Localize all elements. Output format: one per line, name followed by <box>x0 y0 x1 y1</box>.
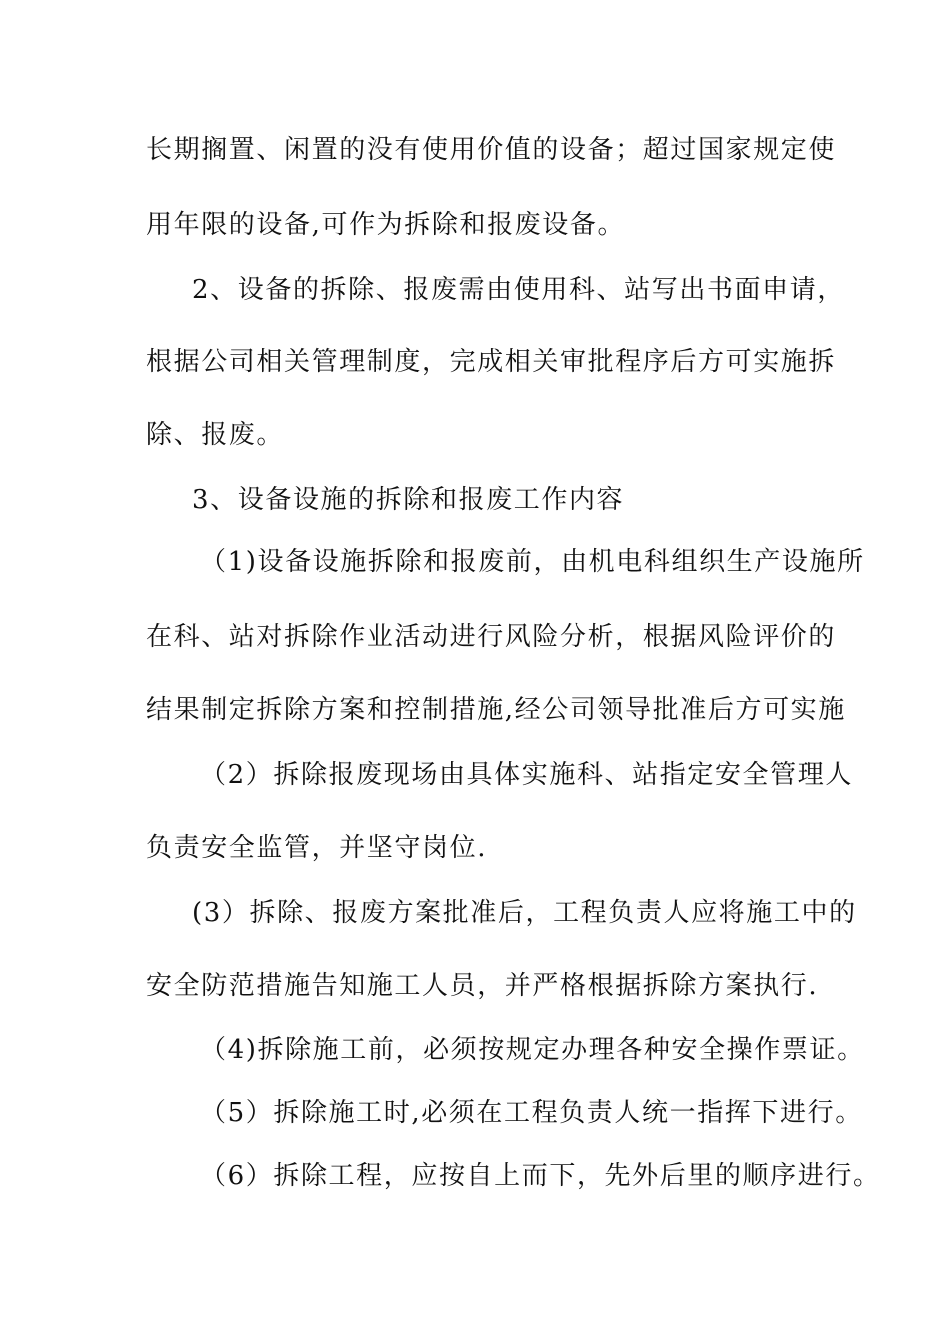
text-line: 结果制定拆除方案和控制措施,经公司领导批准后方可实施 <box>146 695 846 725</box>
text-line: 除、报废。 <box>146 420 285 450</box>
text-line: 3、设备设施的拆除和报废工作内容 <box>192 485 625 515</box>
text-line: 长期搁置、闲置的没有使用价值的设备；超过国家规定使 <box>146 135 837 165</box>
text-line: （5）拆除施工时,必须在工程负责人统一指挥下进行。 <box>200 1098 863 1128</box>
text-line: 负责安全监管，并坚守岗位. <box>146 833 488 863</box>
text-line: 安全防范措施告知施工人员，并严格根据拆除方案执行. <box>146 971 819 1001</box>
text-line: 用年限的设备,可作为拆除和报废设备。 <box>146 210 626 240</box>
text-line: 在科、站对拆除作业活动进行风险分析，根据风险评价的 <box>146 622 837 652</box>
text-line: 2、设备的拆除、报废需由使用科、站写出书面申请， <box>192 275 845 305</box>
text-line: （6）拆除工程，应按自上而下，先外后里的顺序进行。 <box>200 1161 881 1191</box>
text-line: （4)拆除施工前，必须按规定办理各种安全操作票证。 <box>200 1035 865 1065</box>
text-line: （1)设备设施拆除和报废前，由机电科组织生产设施所 <box>200 547 865 577</box>
text-line: （2）拆除报废现场由具体实施科、站指定安全管理人 <box>200 760 853 790</box>
text-line: (3）拆除、报废方案批准后，工程负责人应将施工中的 <box>192 898 857 928</box>
text-line: 根据公司相关管理制度，完成相关审批程序后方可实施拆 <box>146 347 837 377</box>
